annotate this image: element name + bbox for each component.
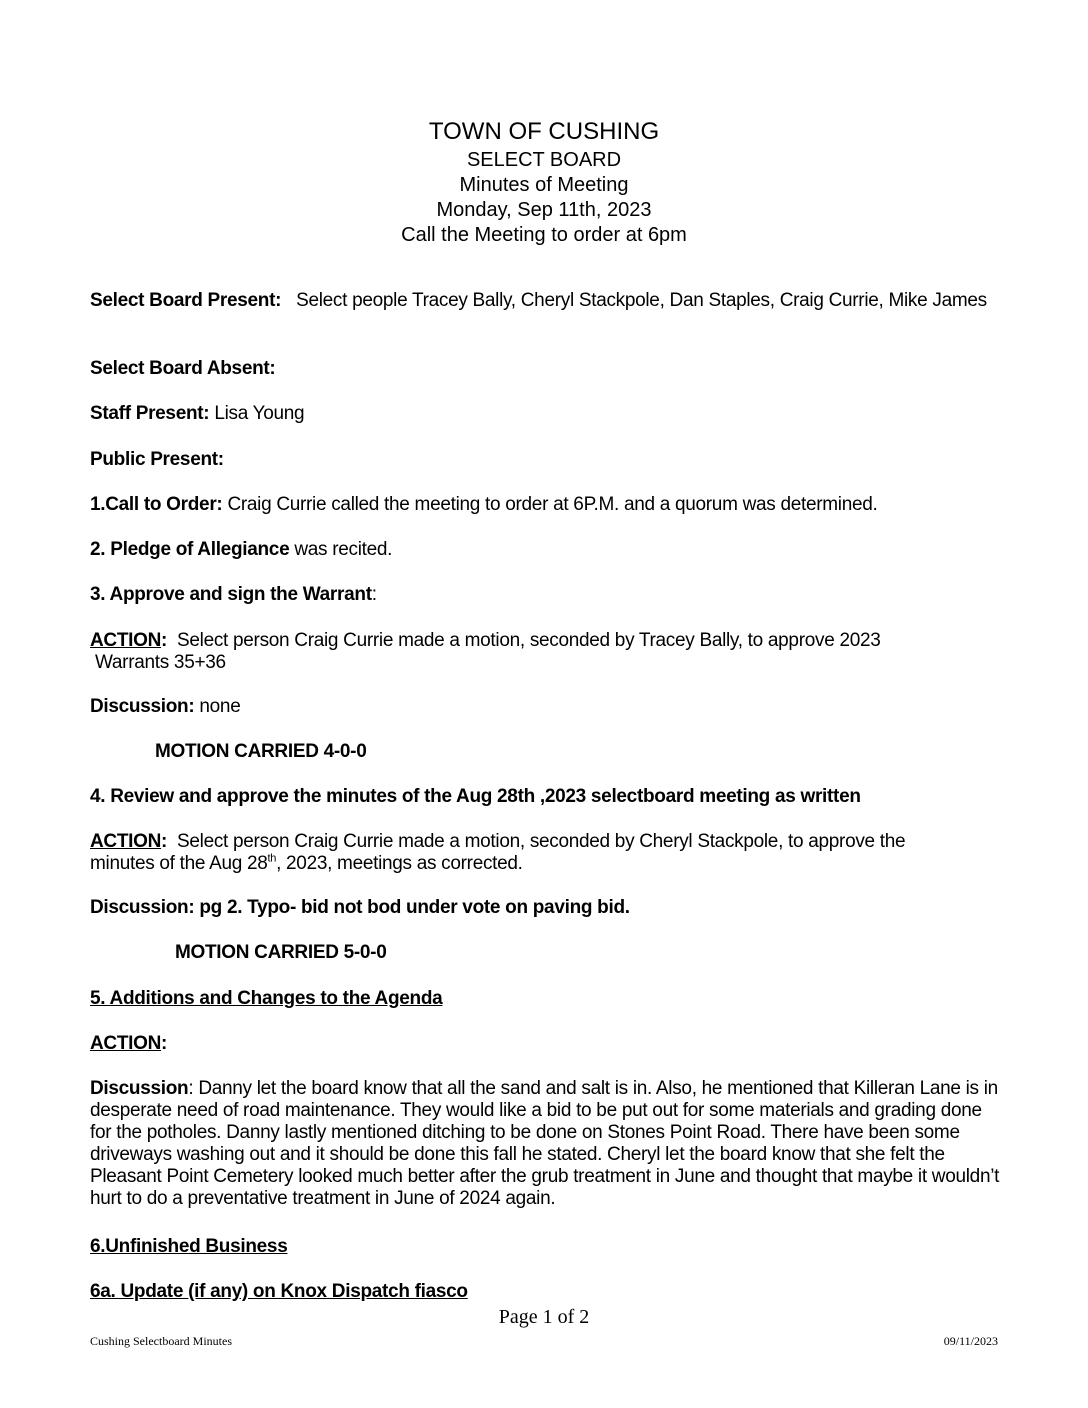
action-colon: : xyxy=(161,1033,168,1054)
board-present xyxy=(90,290,1000,312)
item-agenda xyxy=(90,988,1000,1010)
agenda-action xyxy=(90,1033,1000,1055)
minutes-discussion-text: Discussion: pg 2. Typo- bid not bod under vote on paving bid. xyxy=(90,897,630,918)
item-knox-dispatch xyxy=(90,1281,1000,1303)
minutes-action-line-2b: , 2023, meetings as corrected. xyxy=(276,853,523,874)
footer-date: 09/11/2023 xyxy=(943,1334,998,1348)
minutes-action-sup: th xyxy=(267,852,277,865)
agenda-discussion-text: : Danny let the board know that all the sand and salt is in. Also, he mentioned that Killeran Lane is in desperate need of road maintenance. They would like a bid to be put out for some materials and grading done for the potholes. Danny lastly mentioned ditching to be done on Stones Point Road. There have been some driveways washing out and it should be done this fall he stated. Cheryl let the board know that she felt the Pleasant Point Cemetery looked much better after the grub treatment in June and thought that maybe it wouldn’t hurt to do a preventative treatment in June of 2024 again. xyxy=(90,1078,1000,1209)
item-warrant xyxy=(90,584,1000,606)
page-number: Page 1 of 2 xyxy=(498,1306,590,1328)
knox-label: 6a. Update (if any) on Knox Dispatch fiasco xyxy=(90,1281,468,1302)
warrant-discussion-text: none xyxy=(199,696,241,717)
board-present-label: Select Board Present: xyxy=(90,290,282,311)
agenda-label: 5. Additions and Changes to the Agenda xyxy=(90,988,443,1009)
item-call-to-order xyxy=(90,494,1000,516)
board-absent-label: Select Board Absent: xyxy=(90,358,276,379)
action-colon: : xyxy=(161,831,168,852)
minutes-label: 4. Review and approve the minutes of the Aug 28th ,2023 selectboard meeting as written xyxy=(90,786,861,807)
warrant-colon: : xyxy=(371,584,377,605)
board-title: SELECT BOARD xyxy=(466,149,622,171)
item-unfinished-business xyxy=(90,1236,1000,1258)
action-label: ACTION xyxy=(90,1033,162,1054)
warrant-discussion xyxy=(90,696,1000,718)
action-colon: : xyxy=(161,630,168,651)
town-title: TOWN OF CUSHING xyxy=(428,118,660,145)
minutes-action-line-2a: minutes of the Aug 28 xyxy=(90,853,268,874)
pledge-text: was recited. xyxy=(294,539,393,560)
minutes-motion-result xyxy=(175,942,1085,964)
staff-present-label: Staff Present: xyxy=(90,403,210,424)
warrant-motion-result xyxy=(155,741,1065,763)
doc-type: Minutes of Meeting xyxy=(459,174,629,196)
call-to-order-time: Call the Meeting to order at 6pm xyxy=(401,224,687,246)
action-label: ACTION xyxy=(90,630,162,651)
public-present xyxy=(90,449,1000,471)
item-pledge xyxy=(90,539,1000,561)
minutes-discussion xyxy=(90,897,1000,919)
public-present-label: Public Present: xyxy=(90,449,224,470)
motion-carried-4-0-0: MOTION CARRIED 4-0-0 xyxy=(155,741,367,762)
warrant-action-line-2: Warrants 35+36 xyxy=(94,652,226,673)
action-label: ACTION xyxy=(90,831,162,852)
warrant-action xyxy=(90,630,1000,674)
discussion-label: Discussion: xyxy=(90,696,195,717)
pledge-label: 2. Pledge of Allegiance xyxy=(90,539,290,560)
warrant-label: 3. Approve and sign the Warrant xyxy=(90,584,372,605)
call-text: Craig Currie called the meeting to order at 6P.M. and a quorum was determined. xyxy=(227,494,878,515)
board-absent xyxy=(90,358,1000,380)
minutes-action xyxy=(90,831,1000,875)
minutes-action-line-1: Select person Craig Currie made a motion, seconded by Cheryl Stackpole, to approve the xyxy=(177,831,906,852)
agenda-discussion xyxy=(90,1078,1000,1210)
staff-present-value: Lisa Young xyxy=(214,403,305,424)
staff-present xyxy=(90,403,1000,425)
warrant-action-line-1: Select person Craig Currie made a motion, seconded by Tracey Bally, to approve 2023 xyxy=(177,630,881,651)
footer-title: Cushing Selectboard Minutes xyxy=(90,1334,232,1348)
motion-carried-5-0-0: MOTION CARRIED 5-0-0 xyxy=(175,942,387,963)
item-review-minutes xyxy=(90,786,1000,808)
call-label: 1.Call to Order: xyxy=(90,494,223,515)
meeting-date: Monday, Sep 11th, 2023 xyxy=(436,199,652,221)
unfinished-label: 6.Unfinished Business xyxy=(90,1236,288,1257)
board-present-value: Select people Tracey Bally, Cheryl Stackpole, Dan Staples, Craig Currie, Mike James xyxy=(296,290,987,311)
agenda-discussion-label: Discussion xyxy=(90,1078,189,1099)
